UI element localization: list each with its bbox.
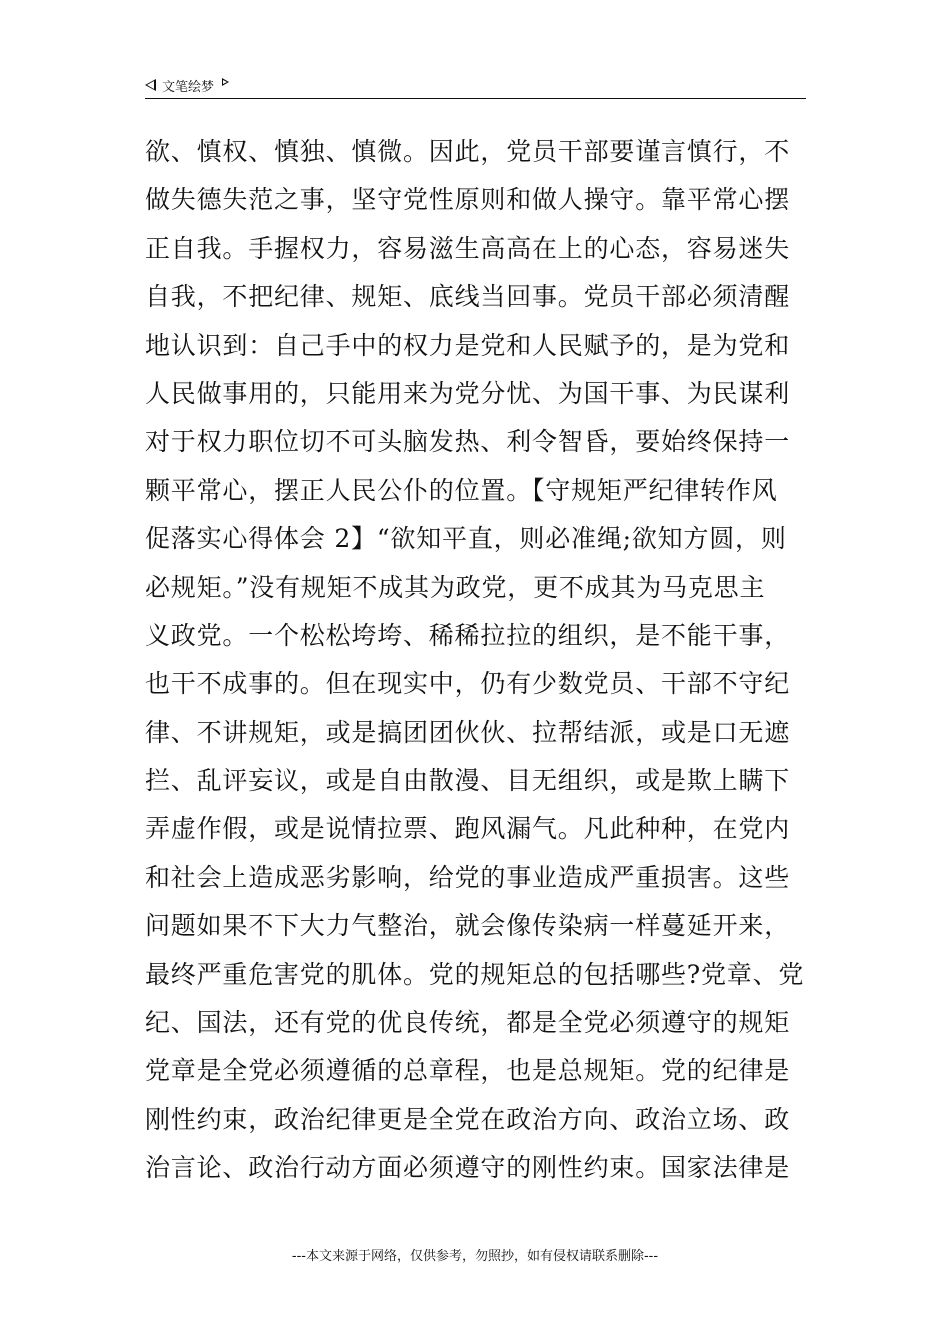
body-line: 和社会上造成恶劣影响，给党的事业造成严重损害。这些 (145, 862, 791, 892)
body-line: 弄虚作假，或是说情拉票、跑风漏气。凡此种种，在党内 (145, 814, 791, 844)
body-line: 人民做事用的，只能用来为党分忧、为国干事、为民谋利 (145, 378, 791, 408)
body-line: 地认识到：自己手中的权力是党和人民赋予的，是为党和 (145, 330, 791, 360)
body-line: 刚性约束，政治纪律更是全党在政治方向、政治立场、政 (145, 1104, 791, 1134)
body-line: 也干不成事的。但在现实中，仍有少数党员、干部不守纪 (145, 669, 791, 699)
body-line: 治言论、政治行动方面必须遵守的刚性约束。国家法律是 (145, 1153, 791, 1183)
body-line: 拦、乱评妄议，或是自由散漫、目无组织，或是欺上瞒下 (145, 766, 791, 796)
body-line: 党章是全党必须遵循的总章程，也是总规矩。党的纪律是 (145, 1056, 791, 1086)
triangle-right-icon (222, 78, 229, 86)
footer-disclaimer: ---本文来源于网络，仅供参考，勿照抄，如有侵权请联系删除--- (291, 1249, 659, 1264)
header-divider (145, 98, 806, 99)
header-title: 文笔绘梦 (162, 79, 215, 95)
body-line: 正自我。手握权力，容易滋生高高在上的心态，容易迷失 (145, 233, 791, 263)
body-line: 对于权力职位切不可头脑发热、利令智昏，要始终保持一 (145, 427, 791, 457)
body-line: 必规矩。”没有规矩不成其为政党，更不成其为马克思主 (145, 572, 766, 602)
triangle-left-icon (145, 79, 156, 91)
body-line: 欲、慎权、慎独、慎微。因此，党员干部要谨言慎行，不 (145, 137, 791, 166)
document-body (145, 128, 810, 1193)
body-line: 律、不讲规矩，或是搞团团伙伙、拉帮结派，或是口无遮 (145, 717, 791, 747)
body-line: 纪、国法，还有党的优良传统，都是全党必须遵守的规矩 (145, 1008, 791, 1038)
body-line: 促落实心得体会 2】“欲知平直，则必准绳;欲知方圆，则 (145, 524, 787, 554)
body-line: 义政党。一个松松垮垮、稀稀拉拉的组织，是不能干事， (145, 620, 791, 650)
body-line: 自我，不把纪律、规矩、底线当回事。党员干部必须清醒 (145, 282, 791, 312)
page-header (145, 74, 229, 96)
body-line: 最终严重危害党的肌体。党的规矩总的包括哪些?党章、党 (145, 959, 805, 989)
body-line: 颗平常心，摆正人民公仆的位置。【守规矩严纪律转作风 (145, 475, 778, 505)
body-line: 做失德失范之事，坚守党性原则和做人操守。靠平常心摆 (145, 185, 791, 215)
body-line: 问题如果不下大力气整治，就会像传染病一样蔓延开来， (145, 911, 791, 941)
